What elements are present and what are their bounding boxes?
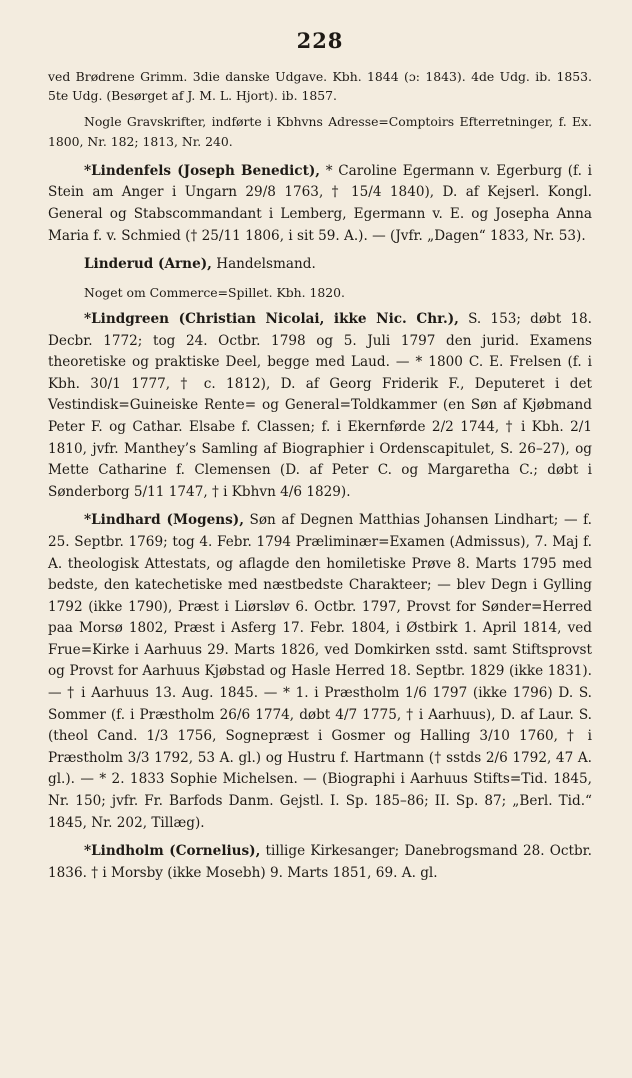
entry-gravskrifter (48, 112, 592, 150)
entry-heading: *Lindenfels (Joseph Benedict), (84, 162, 321, 179)
entry-commerce-spillet (48, 283, 592, 302)
entry-lindenfels (48, 161, 592, 247)
entry-text: Søn af Degnen Matthias Johansen Lindhart; — f. 25. Septbr. 1769; tog 4. Febr. 1794 Præliminær=Examen (Admissus), 7. Maj f. A. theologisk Attestats, og aflagde den homiletiske Prøve 8. Marts 1795 med bedste, den katechetiske med næstbedste Charakteer; — blev Degn i Gylling 1792 (ikke 1790), Præst i Liørsløv 6. Octbr. 1797, Provst for Sønder=Herred paa Morsø 1802, Præst i Asferg 17. Febr. 1804, i Østbirk 1. April 1814, ved Frue=Kirke i Aarhuus 29. Marts 1826, ved Domkirken sstd. samt Stiftsprovst og Provst for Aarhuus Kjøbstad og Hasle Herred 18. Septbr. 1829 (ikke 1831). — † i Aarhuus 13. Aug. 1845. — * 1. i Præstholm 1/6 1797 (ikke 1796) D. S. Sommer (f. i Præstholm 26/6 1774, døbt 4/7 1775, † i Aarhuus), D. af Laur. S. (theol Cand. 1/3 1756, Sognepræst i Gosmer og Halling 3/10 1760, † i Præstholm 3/3 1792, 53 A. gl.) og Hustru f. Hartmann († sstds 2/6 1792, 47 A. gl.). — * 2. 1833 Sophie Michelsen. — (Biographi i Aarhuus Stifts=Tid. 1845, Nr. 150; jvfr. Fr. Barfods Danm. Gejstl. I. Sp. 185–86; II. Sp. 87; „Berl. Tid.“ 1845, Nr. 202, Tillæg). (48, 512, 592, 831)
entry-text: Nogle Gravskrifter, indførte i Kbhvns Adresse=Comptoirs Efterretninger, f. Ex. 1800, Nr. 182; 1813, Nr. 240. (48, 114, 592, 149)
entry-lindhard (48, 510, 592, 834)
entry-heading: *Lindholm (Cornelius), (84, 843, 261, 860)
entry-lindgreen (48, 309, 592, 503)
page-number: 228 (296, 28, 344, 53)
entry-text: * Caroline Egermann v. Egerburg (f. i Stein am Anger i Ungarn 29/8 1763, † 15/4 1840), D. af Kejserl. Kongl. General og Stabscommandant i Lemberg, Egermann v. E. og Josepha Anna Maria f. v. Schmied († 25/11 1806, i sit 59. A.). — (Jvfr. „Dagen“ 1833, Nr. 53). (48, 162, 592, 244)
entry-text: S. 153; døbt 18. Decbr. 1772; tog 24. Octbr. 1798 og 5. Juli 1797 den jurid. Examens theoretiske og praktiske Deel, begge med Laud. — * 1800 C. E. Frelsen (f. i Kbh. 30/1 1777, † c. 1812), D. af Georg Friderik F., Deputeret i det Vestindisk=Guineiske Rente= og General=Toldkammer (en Søn af Kjøbmand Peter F. og Cathar. Elsabe f. Classen; f. i Ekernførde 2/2 1744, † i Kbh. 2/1 1810, jvfr. Manthey’s Samling af Biographier i Ordenscapitulet, S. 26–27), og Mette Catharine f. Clemensen (D. af Peter C. og Margaretha C.; døbt i Sønderborg 5/11 1747, † i Kbhvn 4/6 1829). (48, 310, 592, 500)
entry-lindholm (48, 841, 592, 884)
entry-text: tillige Kirkesanger; Danebrogsmand 28. Octbr. 1836. † i Morsby (ikke Mosebh) 9. Marts 1851, 69. A. gl. (48, 843, 592, 881)
entry-heading: *Lindhard (Mogens), (84, 512, 244, 529)
entry-text: ved Brødrene Grimm. 3die danske Udgave. Kbh. 1844 (ɔ: 1843). 4de Udg. ib. 1853. 5te Udg. (Besørget af J. M. L. Hjort). ib. 1857. (48, 69, 592, 104)
entry-text: Handelsmand. (211, 256, 316, 273)
entry-text: Noget om Commerce=Spillet. Kbh. 1820. (84, 284, 345, 300)
entry-linderud (48, 254, 592, 276)
entry-heading: *Lindgreen (Christian Nicolai, ikke Nic. Chr.), (84, 310, 459, 327)
entry-heading: Linderud (Arne), (84, 256, 212, 273)
entry-grimm-continuation (48, 67, 592, 105)
